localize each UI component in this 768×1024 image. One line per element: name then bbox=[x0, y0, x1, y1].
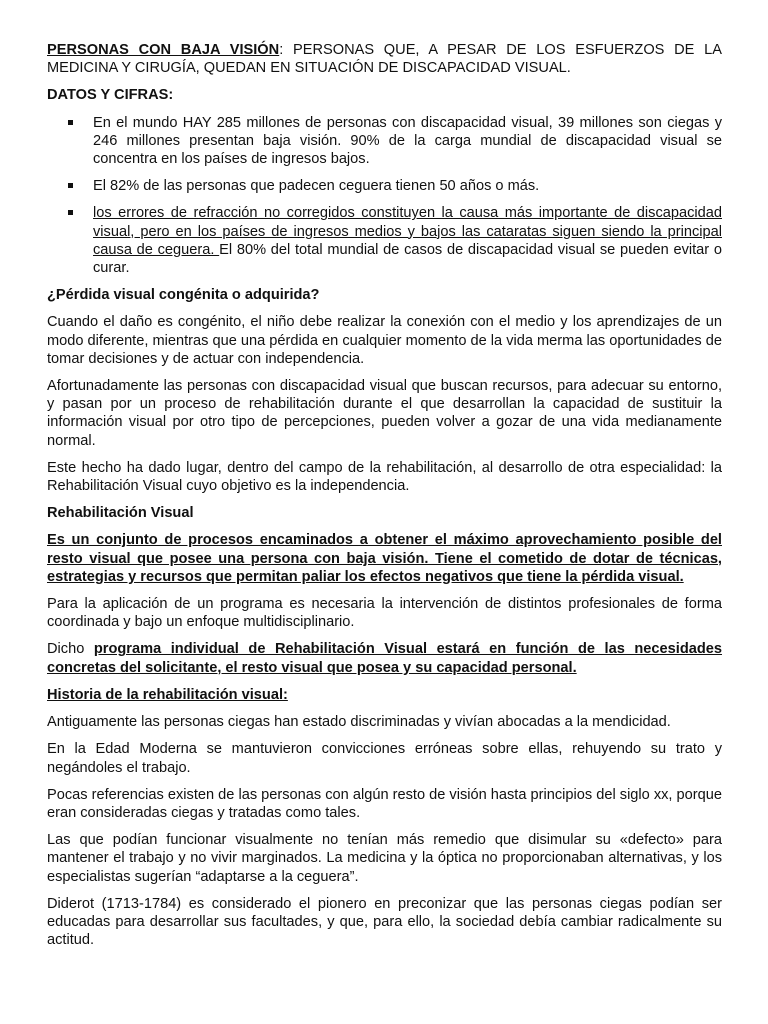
congenita-heading: ¿Pérdida visual congénita o adquirida? bbox=[47, 287, 320, 304]
datos-list bbox=[47, 114, 722, 278]
rehab-heading: Rehabilitación Visual bbox=[47, 505, 194, 522]
bullet-text: El 82% de las personas que padecen ceguera tienen 50 años o más. bbox=[93, 178, 540, 195]
body-paragraph: Este hecho ha dado lugar, dentro del campo de la rehabilitación, al desarrollo de otra especialidad: la Rehabilitación Visual cuyo objetivo es la independencia. bbox=[47, 459, 722, 495]
bullet-text-underlined: los errores de refracción no corregidos constituyen la causa más importante de discapacidad visual, pero en los países de ingresos medios y bajos las cataratas siguen siendo la principal causa de ceguera. bbox=[93, 205, 722, 258]
body-paragraph: En la Edad Moderna se mantuvieron convicciones erróneas sobre ellas, rehuyendo su trato y negándoles el trabajo. bbox=[47, 741, 722, 776]
bullet-icon bbox=[68, 183, 73, 188]
body-paragraph: Antiguamente las personas ciegas han estado discriminadas y vivían abocadas a la mendicidad. bbox=[47, 714, 671, 731]
intro-term: PERSONAS CON BAJA VISIÓN bbox=[47, 42, 280, 58]
rehab-definition: Es un conjunto de procesos encaminados a obtener el máximo aprovechamiento posible del resto visual que posee una persona con baja visión. Tiene el cometido de dotar de técnicas, estrategias y recursos que permitan paliar los efectos negativos que tiene la pérdida visual. bbox=[47, 532, 722, 585]
list-item bbox=[47, 114, 722, 169]
document-page bbox=[47, 41, 722, 958]
body-paragraph: Afortunadamente las personas con discapacidad visual que buscan recursos, para adecuar su entorno, y pasan por un proceso de rehabilitación durante el que desarrollan la capacidad de sustituir la información visual por otro tipo de percepciones, pueden volver a gozar de una vida medianamente normal. bbox=[47, 378, 722, 449]
dicho-paragraph bbox=[47, 640, 722, 676]
list-item bbox=[47, 204, 722, 277]
datos-heading: DATOS Y CIFRAS: bbox=[47, 87, 174, 104]
body-paragraph: Las que podían funcionar visualmente no tenían más remedio que disimular su «defecto» para mantener el trabajo y no vivir marginados. La medicina y la óptica no proporcionaban alternativas, y los especialistas sugerían “adaptarse a la ceguera”. bbox=[47, 832, 722, 885]
dicho-emphasis: programa individual de Rehabilitación Visual estará en función de las necesidades concretas del solicitante, el resto visual que posea y su capacidad personal. bbox=[47, 641, 722, 676]
body-paragraph: Diderot (1713-1784) es considerado el pionero en preconizar que las personas ciegas podían ser educadas para desarrollar sus facultades, y que, para ello, la sociedad debía cambiar radicalmente su actitud. bbox=[47, 895, 722, 949]
intro-paragraph bbox=[47, 41, 722, 77]
bullet-text: En el mundo HAY 285 millones de personas con discapacidad visual, 39 millones son ciegas y 246 millones presentan baja visión. 90% de la carga mundial de discapacidad visual se concentra en los países de ingresos bajos. bbox=[93, 114, 722, 168]
body-paragraph: Para la aplicación de un programa es necesaria la intervención de distintos profesionales de forma coordinada y bajo un enfoque multidisciplinario. bbox=[47, 596, 722, 631]
bullet-icon bbox=[68, 210, 73, 215]
bullet-text: El 80% del total mundial de casos de discapacidad visual se pueden evitar o curar. bbox=[93, 241, 722, 277]
intro-definition: : PERSONAS QUE, A PESAR DE LOS ESFUERZOS DE LA MEDICINA Y CIRUGÍA, QUEDAN EN SITUACIÓN DE DISCAPACIDAD VISUAL. bbox=[47, 42, 722, 77]
body-paragraph: Pocas referencias existen de las personas con algún resto de visión hasta principios del siglo xx, porque eran consideradas ciegas y tratadas como tales. bbox=[47, 786, 722, 821]
body-paragraph: Cuando el daño es congénito, el niño debe realizar la conexión con el medio y los aprendizajes de un modo diferente, mientras que una pérdida en cualquier momento de la vida merma las oportunidades de tomar decisiones y de actuar con independencia. bbox=[47, 314, 722, 367]
historia-heading: Historia de la rehabilitación visual: bbox=[47, 686, 288, 703]
bullet-icon bbox=[68, 120, 73, 125]
list-item bbox=[47, 177, 722, 195]
dicho-prefix: Dicho bbox=[47, 641, 94, 658]
